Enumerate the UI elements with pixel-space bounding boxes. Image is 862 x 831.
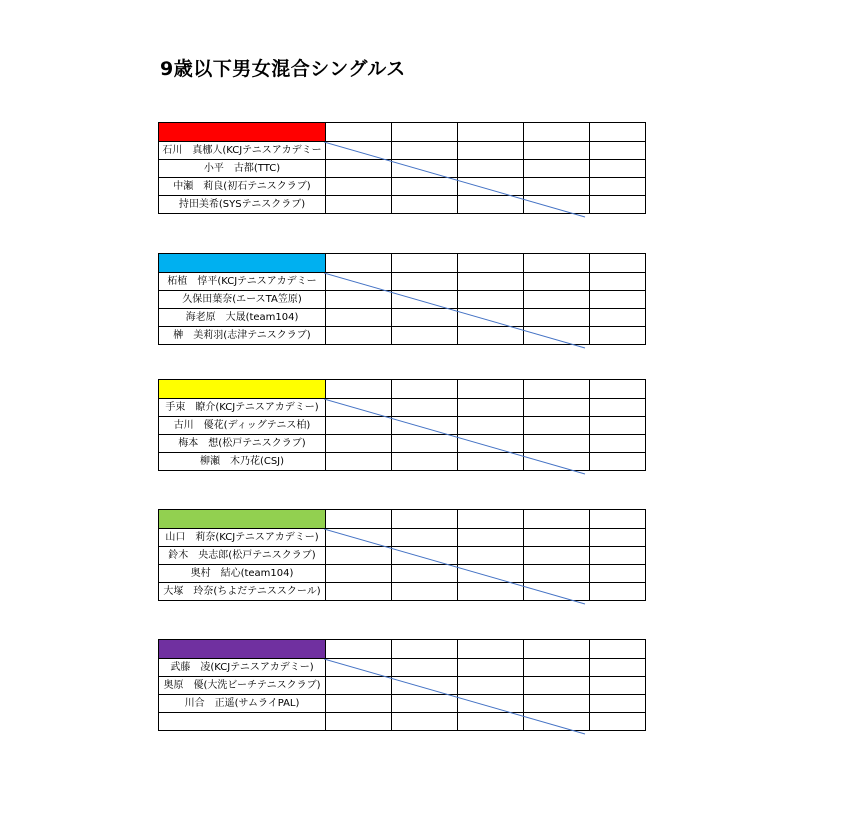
score-cell — [392, 713, 458, 731]
score-cell — [458, 435, 524, 453]
score-cell — [458, 196, 524, 214]
score-cell — [590, 273, 646, 291]
score-cell — [590, 547, 646, 565]
score-cell — [458, 547, 524, 565]
score-cell — [326, 291, 392, 309]
header-cell — [326, 640, 392, 659]
player-row — [159, 399, 646, 417]
player-name: 山口 莉奈(KCJテニスアカデミー) — [159, 529, 326, 547]
header-cell — [392, 123, 458, 142]
score-cell — [458, 327, 524, 345]
score-cell — [326, 178, 392, 196]
score-cell — [524, 291, 590, 309]
group-color-bar — [159, 640, 326, 659]
player-name: 久保田葉奈(エースTA笠原) — [159, 291, 326, 309]
header-cell — [392, 254, 458, 273]
score-cell — [326, 547, 392, 565]
score-cell — [326, 529, 392, 547]
group-table — [158, 509, 646, 601]
player-name: 鈴木 央志郎(松戸テニスクラブ) — [159, 547, 326, 565]
score-cell — [392, 547, 458, 565]
score-cell — [524, 565, 590, 583]
player-row — [159, 178, 646, 196]
score-cell — [458, 713, 524, 731]
score-cell — [458, 178, 524, 196]
score-cell — [326, 453, 392, 471]
score-cell — [524, 435, 590, 453]
score-cell — [392, 659, 458, 677]
player-row — [159, 713, 646, 731]
header-cell — [458, 254, 524, 273]
player-row — [159, 529, 646, 547]
player-row — [159, 196, 646, 214]
score-cell — [392, 291, 458, 309]
player-row — [159, 142, 646, 160]
score-cell — [326, 399, 392, 417]
player-row — [159, 453, 646, 471]
score-cell — [392, 178, 458, 196]
group-2 — [158, 253, 643, 345]
player-row — [159, 327, 646, 345]
score-cell — [524, 196, 590, 214]
header-cell — [524, 254, 590, 273]
player-name: 手束 瞭介(KCJテニスアカデミー) — [159, 399, 326, 417]
score-cell — [590, 417, 646, 435]
player-row — [159, 547, 646, 565]
score-cell — [326, 142, 392, 160]
group-color-bar — [159, 510, 326, 529]
page-title: 9歳以下男女混合シングルス — [160, 58, 406, 80]
player-row — [159, 309, 646, 327]
player-name: 柘植 惇平(KCJテニスアカデミー — [159, 273, 326, 291]
group-header-row — [159, 510, 646, 529]
score-cell — [326, 695, 392, 713]
header-cell — [590, 123, 646, 142]
score-cell — [590, 160, 646, 178]
player-name: 中瀬 莉良(初石テニスクラブ) — [159, 178, 326, 196]
header-cell — [524, 123, 590, 142]
score-cell — [524, 529, 590, 547]
score-cell — [392, 695, 458, 713]
score-cell — [458, 309, 524, 327]
score-cell — [326, 327, 392, 345]
score-cell — [590, 453, 646, 471]
group-5 — [158, 639, 643, 731]
header-cell — [326, 254, 392, 273]
score-cell — [590, 659, 646, 677]
group-color-bar — [159, 123, 326, 142]
header-cell — [326, 510, 392, 529]
header-cell — [458, 640, 524, 659]
score-cell — [392, 160, 458, 178]
header-cell — [392, 640, 458, 659]
score-cell — [590, 142, 646, 160]
header-cell — [392, 380, 458, 399]
score-cell — [524, 417, 590, 435]
score-cell — [458, 583, 524, 601]
player-name: 持田美希(SYSテニスクラブ) — [159, 196, 326, 214]
score-cell — [590, 529, 646, 547]
player-row — [159, 583, 646, 601]
group-header-row — [159, 640, 646, 659]
score-cell — [458, 160, 524, 178]
score-cell — [392, 399, 458, 417]
player-row — [159, 695, 646, 713]
score-cell — [326, 659, 392, 677]
score-cell — [392, 309, 458, 327]
group-table — [158, 122, 646, 214]
header-cell — [590, 380, 646, 399]
player-row — [159, 160, 646, 178]
score-cell — [524, 583, 590, 601]
score-cell — [458, 417, 524, 435]
score-cell — [590, 677, 646, 695]
group-table — [158, 639, 646, 731]
score-cell — [524, 547, 590, 565]
score-cell — [392, 529, 458, 547]
group-1 — [158, 122, 643, 214]
header-cell — [524, 510, 590, 529]
score-cell — [392, 417, 458, 435]
score-cell — [590, 196, 646, 214]
score-cell — [458, 677, 524, 695]
player-name: 大塚 玲奈(ちよだテニススクール) — [159, 583, 326, 601]
score-cell — [326, 309, 392, 327]
group-header-row — [159, 254, 646, 273]
header-cell — [392, 510, 458, 529]
score-cell — [524, 453, 590, 471]
score-cell — [326, 677, 392, 695]
header-cell — [524, 380, 590, 399]
player-name — [159, 713, 326, 731]
player-name: 小平 古都(TTC) — [159, 160, 326, 178]
player-name: 奥村 結心(team104) — [159, 565, 326, 583]
score-cell — [458, 529, 524, 547]
player-name: 古川 優花(ディッグテニス柏) — [159, 417, 326, 435]
score-cell — [524, 327, 590, 345]
group-3 — [158, 379, 643, 471]
player-name: 榊 美莉羽(志津テニスクラブ) — [159, 327, 326, 345]
score-cell — [524, 677, 590, 695]
score-cell — [524, 142, 590, 160]
score-cell — [326, 273, 392, 291]
group-4 — [158, 509, 643, 601]
header-cell — [590, 254, 646, 273]
player-name: 梅本 想(松戸テニスクラブ) — [159, 435, 326, 453]
score-cell — [524, 399, 590, 417]
score-cell — [590, 178, 646, 196]
score-cell — [524, 309, 590, 327]
score-cell — [524, 713, 590, 731]
header-cell — [326, 380, 392, 399]
score-cell — [458, 565, 524, 583]
player-row — [159, 291, 646, 309]
score-cell — [392, 142, 458, 160]
player-name: 石川 真梛人(KCJテニスアカデミー — [159, 142, 326, 160]
score-cell — [590, 435, 646, 453]
score-cell — [326, 565, 392, 583]
player-name: 川合 正遥(サムライPAL) — [159, 695, 326, 713]
score-cell — [326, 160, 392, 178]
player-name: 柳瀬 木乃花(CSJ) — [159, 453, 326, 471]
score-cell — [326, 583, 392, 601]
player-row — [159, 273, 646, 291]
score-cell — [590, 291, 646, 309]
header-cell — [458, 380, 524, 399]
score-cell — [590, 583, 646, 601]
score-cell — [524, 160, 590, 178]
player-row — [159, 677, 646, 695]
score-cell — [590, 713, 646, 731]
player-name: 奥原 優(大洗ビーチテニスクラブ) — [159, 677, 326, 695]
score-cell — [590, 327, 646, 345]
score-cell — [326, 196, 392, 214]
group-color-bar — [159, 254, 326, 273]
player-row — [159, 659, 646, 677]
score-cell — [458, 659, 524, 677]
player-row — [159, 435, 646, 453]
group-table — [158, 379, 646, 471]
score-cell — [392, 565, 458, 583]
player-row — [159, 565, 646, 583]
score-cell — [392, 273, 458, 291]
header-cell — [590, 510, 646, 529]
score-cell — [458, 291, 524, 309]
score-cell — [590, 309, 646, 327]
score-cell — [524, 273, 590, 291]
score-cell — [458, 695, 524, 713]
score-cell — [590, 399, 646, 417]
score-cell — [392, 196, 458, 214]
score-cell — [458, 273, 524, 291]
header-cell — [458, 510, 524, 529]
header-cell — [458, 123, 524, 142]
score-cell — [326, 713, 392, 731]
player-name: 海老原 大晟(team104) — [159, 309, 326, 327]
score-cell — [392, 453, 458, 471]
group-header-row — [159, 380, 646, 399]
header-cell — [326, 123, 392, 142]
score-cell — [326, 417, 392, 435]
score-cell — [392, 677, 458, 695]
group-table — [158, 253, 646, 345]
score-cell — [524, 659, 590, 677]
group-color-bar — [159, 380, 326, 399]
score-cell — [524, 178, 590, 196]
score-cell — [524, 695, 590, 713]
score-cell — [590, 695, 646, 713]
player-row — [159, 417, 646, 435]
score-cell — [458, 399, 524, 417]
group-header-row — [159, 123, 646, 142]
score-cell — [392, 583, 458, 601]
score-cell — [392, 327, 458, 345]
score-cell — [590, 565, 646, 583]
header-cell — [590, 640, 646, 659]
score-cell — [326, 435, 392, 453]
score-cell — [392, 435, 458, 453]
header-cell — [524, 640, 590, 659]
score-cell — [458, 453, 524, 471]
player-name: 武藤 凌(KCJテニスアカデミー) — [159, 659, 326, 677]
score-cell — [458, 142, 524, 160]
